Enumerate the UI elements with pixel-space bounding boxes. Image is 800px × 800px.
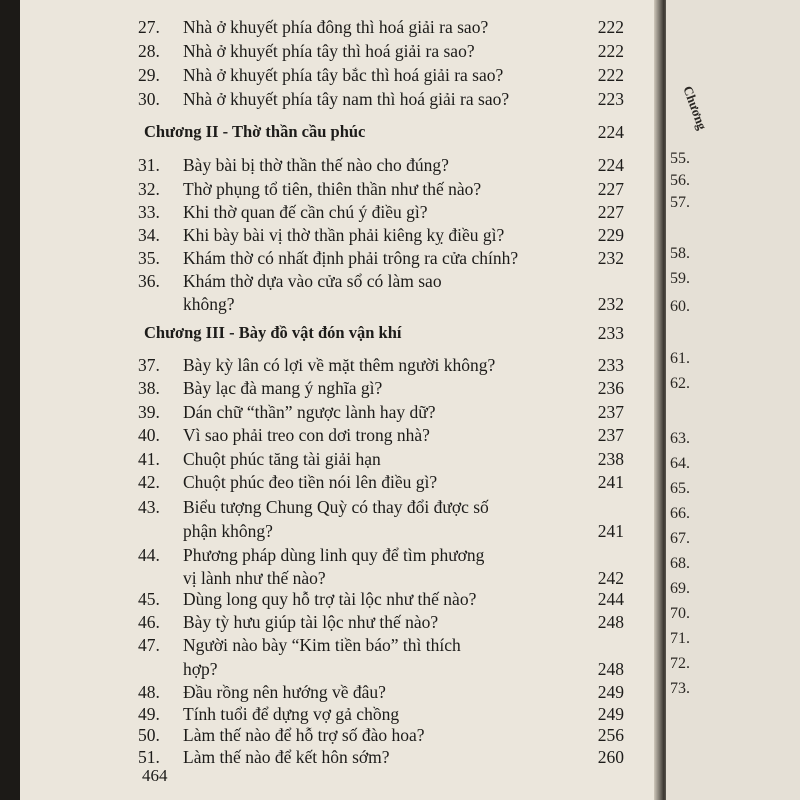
facing-num: 65.: [670, 480, 690, 497]
entry-title: Nhà ở khuyết phía đông thì hoá giải ra sao?: [183, 17, 489, 37]
entry-number: 40.: [138, 425, 160, 445]
entry-number: 32.: [138, 179, 160, 199]
entry-number: 28.: [138, 41, 160, 61]
entry-number: 39.: [138, 402, 160, 422]
facing-num: 63.: [670, 430, 690, 447]
facing-num: 55.: [670, 150, 690, 167]
toc-entry: [138, 744, 624, 770]
entry-page: 227: [597, 179, 624, 199]
entry-page: 233: [597, 355, 624, 375]
toc-entry: [138, 152, 624, 178]
entry-title: Khi thờ quan đế cần chú ý điều gì?: [183, 202, 428, 222]
entry-title: Làm thế nào để hỗ trợ số đào hoa?: [183, 725, 425, 745]
facing-page: [666, 0, 800, 800]
chapter-title: Chương III - Bày đồ vật đón vận khí: [144, 323, 402, 342]
entry-title: Bày bài bị thờ thần thế nào cho đúng?: [183, 155, 449, 175]
facing-num: 61.: [670, 350, 690, 367]
facing-num: 68.: [670, 555, 690, 572]
entry-number: 51.: [138, 747, 160, 767]
entry-number: 45.: [138, 589, 160, 609]
toc-entry-continuation: [138, 518, 624, 544]
entry-title: Khám thờ dựa vào cửa sổ có làm sao: [183, 271, 442, 291]
entry-page: 229: [597, 225, 624, 245]
entry-number: 48.: [138, 682, 160, 702]
toc-entry: [138, 632, 624, 658]
entry-page: 222: [597, 17, 624, 37]
entry-page: 242: [597, 568, 624, 588]
entry-title-continued: không?: [183, 294, 235, 314]
chapter-title: Chương II - Thờ thần cầu phúc: [144, 122, 366, 141]
facing-num: 71.: [670, 630, 690, 647]
entry-number: 31.: [138, 155, 160, 175]
facing-num: 64.: [670, 455, 690, 472]
entry-number: 49.: [138, 704, 160, 724]
entry-page: 222: [597, 41, 624, 61]
entry-page: 237: [597, 425, 624, 445]
entry-title: Nhà ở khuyết phía tây thì hoá giải ra sao?: [183, 41, 475, 61]
entry-page: 244: [597, 589, 624, 609]
toc-entry: [138, 469, 624, 495]
entry-title: Vì sao phải treo con dơi trong nhà?: [183, 425, 430, 445]
entry-title: Chuột phúc đeo tiền nói lên điều gì?: [183, 472, 438, 492]
page-number: 464: [142, 766, 168, 785]
entry-page: 224: [597, 155, 624, 175]
entry-page: 238: [597, 449, 624, 469]
entry-page: 223: [597, 89, 624, 109]
entry-title: Bày kỳ lân có lợi về mặt thêm người không?: [183, 355, 496, 375]
entry-page: 249: [597, 682, 624, 702]
entry-number: 30.: [138, 89, 160, 109]
entry-title: Biểu tượng Chung Quỳ có thay đổi được số: [183, 497, 489, 517]
facing-num: 70.: [670, 605, 690, 622]
entry-title: Bày tỳ hưu giúp tài lộc như thế nào?: [183, 612, 439, 632]
entry-number: 35.: [138, 248, 160, 268]
toc-entry: [138, 375, 624, 401]
facing-num: 59.: [670, 270, 690, 287]
entry-title: Người nào bày “Kim tiền báo” thì thích: [183, 635, 461, 655]
entry-number: 33.: [138, 202, 160, 222]
entry-title-continued: phận không?: [183, 521, 273, 541]
entry-title: Khám thờ có nhất định phải trông ra cửa chính?: [183, 248, 519, 268]
toc-entry: [138, 62, 624, 88]
entry-page: 241: [597, 521, 624, 541]
entry-number: 50.: [138, 725, 160, 745]
entry-title-continued: vị lành như thế nào?: [183, 568, 326, 588]
toc-entry: [138, 422, 624, 448]
entry-page: 222: [597, 65, 624, 85]
entry-title: Phương pháp dùng linh quy để tìm phương: [183, 545, 485, 565]
entry-title-continued: hợp?: [183, 659, 218, 679]
entry-page: 232: [597, 248, 624, 268]
entry-title: Bày lạc đà mang ý nghĩa gì?: [183, 378, 383, 398]
toc-entry: [138, 38, 624, 64]
toc-entry: [138, 86, 624, 112]
chapter-page: 233: [597, 323, 624, 343]
facing-num: 56.: [670, 172, 690, 189]
entry-number: 36.: [138, 271, 160, 291]
entry-page: 248: [597, 612, 624, 632]
entry-title: Khi bày bài vị thờ thần phải kiêng kỵ điều gì?: [183, 225, 505, 245]
entry-page: 237: [597, 402, 624, 422]
entry-title: Thờ phụng tổ tiên, thiên thần như thế nào?: [183, 179, 482, 199]
chapter-page: 224: [597, 122, 624, 142]
toc-entry: [138, 494, 624, 520]
facing-chapter: Chương: [680, 83, 710, 132]
entry-page: 248: [597, 659, 624, 679]
entry-title: Nhà ở khuyết phía tây bắc thì hoá giải ra sao?: [183, 65, 504, 85]
entry-number: 37.: [138, 355, 160, 375]
entry-number: 43.: [138, 497, 160, 517]
entry-title: Nhà ở khuyết phía tây nam thì hoá giải ra sao?: [183, 89, 510, 109]
entry-page: 256: [597, 725, 624, 745]
facing-num: 57.: [670, 194, 690, 211]
facing-num: 69.: [670, 580, 690, 597]
entry-title: Dán chữ “thần” ngược lành hay dữ?: [183, 402, 436, 422]
entry-title: Dùng long quy hỗ trợ tài lộc như thế nào?: [183, 589, 477, 609]
entry-number: 47.: [138, 635, 160, 655]
entry-title: Chuột phúc tăng tài giải hạn: [183, 449, 381, 469]
entry-page: 249: [597, 704, 624, 724]
toc-entry-continuation: [138, 291, 624, 317]
entry-number: 38.: [138, 378, 160, 398]
entry-number: 44.: [138, 545, 160, 565]
entry-page: 236: [597, 378, 624, 398]
facing-num: 58.: [670, 245, 690, 262]
entry-page: 241: [597, 472, 624, 492]
entry-title: Làm thế nào để kết hôn sớm?: [183, 747, 390, 767]
entry-title: Tính tuổi để dựng vợ gả chồng: [183, 704, 400, 724]
entry-number: 27.: [138, 17, 160, 37]
facing-num: 73.: [670, 680, 690, 697]
entry-page: 232: [597, 294, 624, 314]
facing-num: 72.: [670, 655, 690, 672]
entry-number: 42.: [138, 472, 160, 492]
facing-num: 67.: [670, 530, 690, 547]
entry-page: 260: [597, 747, 624, 767]
facing-num: 60.: [670, 298, 690, 315]
facing-num: 66.: [670, 505, 690, 522]
entry-title: Đầu rồng nên hướng về đâu?: [183, 682, 386, 702]
entry-number: 29.: [138, 65, 160, 85]
entry-page: 227: [597, 202, 624, 222]
facing-num: 62.: [670, 375, 690, 392]
entry-number: 34.: [138, 225, 160, 245]
chapter-heading: [144, 119, 624, 145]
toc-entry: [138, 14, 624, 40]
entry-number: 46.: [138, 612, 160, 632]
entry-number: 41.: [138, 449, 160, 469]
chapter-heading: [144, 320, 624, 346]
